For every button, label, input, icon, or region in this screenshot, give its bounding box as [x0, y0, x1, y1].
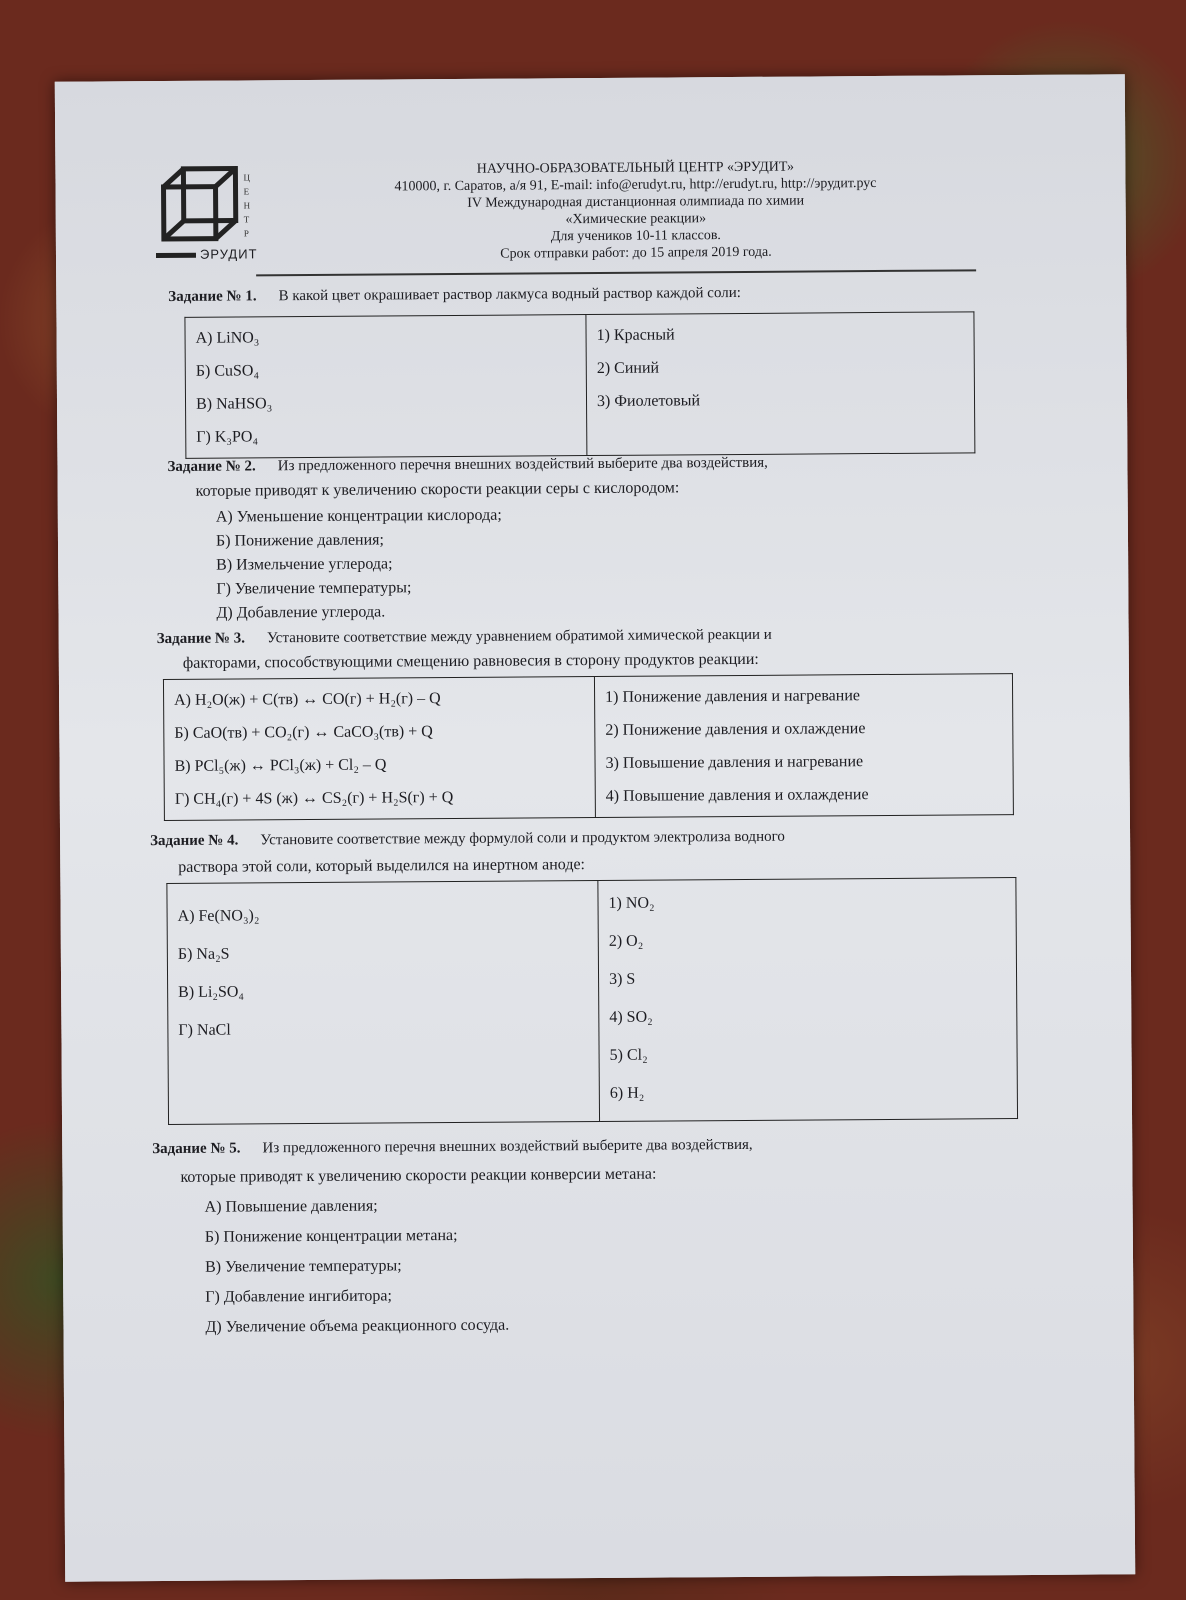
- task3-label: Задание № 3.: [156, 630, 246, 648]
- task3-equation: Б) CaO(тв) + CO₂(г) ↔ CaCO₃(тв) + Q: [174, 723, 433, 742]
- task4-title: [150, 829, 785, 850]
- task2-option: Г) Увеличение температуры;: [216, 579, 412, 598]
- task4-salt: Г) NaCl: [178, 1021, 231, 1039]
- task2-line2: которые приводят к увеличению скорости реакции серы с кислородом:: [195, 479, 680, 500]
- task1-left-item: Б) CuSO₄: [195, 362, 260, 380]
- task3-left-col: [163, 677, 595, 821]
- logo-caption: ЭРУДИТ: [199, 246, 258, 262]
- task4-salt: Б) Na₂S: [177, 945, 230, 963]
- task2-option: А) Уменьшение концентрации кислорода;: [215, 506, 502, 526]
- task4-right-col: [598, 878, 1018, 1122]
- task2-label: Задание № 2.: [167, 458, 256, 475]
- task4-product: 4) SO₂: [609, 1008, 653, 1026]
- task3-factor: 4) Повышение давления и охлаждение: [605, 786, 869, 805]
- task3-equation: В) PCl₅(ж) ↔ PCl₃(ж) + Cl₂ – Q: [174, 756, 387, 775]
- org-address: 410000, г. Саратов, а/я 91, E-mail: info@erudyt.ru, http://erudyt.ru, http://эрудит.рус: [394, 176, 877, 195]
- task5-option: В) Увеличение температуры;: [204, 1257, 402, 1276]
- task4-product: 6) H₂: [609, 1084, 645, 1102]
- task1-right-item: 2) Синий: [596, 359, 660, 377]
- task3-line1: Установите соответствие между уравнением обратимой химической реакции и: [266, 626, 772, 647]
- task5-option: А) Повышение давления;: [204, 1197, 378, 1216]
- task1-left-item: Г) K₃PO₄: [196, 428, 259, 446]
- deadline: Срок отправки работ: до 15 апреля 2019 года.: [500, 244, 772, 262]
- task3-right-col: [594, 674, 1013, 818]
- task4-label: Задание № 4.: [150, 832, 239, 850]
- task3-equation: А) H₂O(ж) + C(тв) ↔ CO(г) + H₂(г) – Q: [174, 690, 441, 709]
- task4-table: [166, 877, 1018, 1125]
- task2-title: [167, 455, 767, 476]
- task2-option: Б) Понижение давления;: [215, 531, 385, 550]
- task5-option: Д) Увеличение объема реакционного сосуда.: [205, 1316, 510, 1336]
- task1-table: [184, 311, 975, 459]
- task5-line1: Из предложенного перечня внешних воздействий выберите два воздействия,: [262, 1136, 753, 1157]
- erudit-logo: [155, 160, 276, 271]
- task3-factor: 3) Повышение давления и нагревание: [605, 753, 864, 772]
- olympiad-topic: «Химические реакции»: [565, 211, 707, 228]
- task4-salt: В) Li₂SO₄: [178, 983, 245, 1001]
- task5-label: Задание № 5.: [152, 1140, 241, 1158]
- task4-salt: А) Fe(NO₃)₂: [177, 907, 260, 925]
- task5-title: [152, 1137, 752, 1158]
- task4-product: 2) O₂: [608, 932, 644, 950]
- task4-product: 3) S: [608, 970, 636, 988]
- task1-left-item: В) NaHSO₃: [195, 395, 273, 413]
- task4-product: 1) NO₂: [608, 894, 655, 912]
- task4-line1: Установите соответствие между формулой соли и продуктом электролиза водного: [260, 828, 785, 849]
- header-rule: [256, 269, 976, 276]
- task4-left-col: [167, 880, 600, 1124]
- svg-text:Е: Е: [243, 186, 250, 197]
- task1-left-col: [185, 315, 587, 459]
- task1-title: [168, 285, 741, 306]
- svg-text:Т: Т: [243, 214, 250, 225]
- task3-factor: 2) Понижение давления и охлаждение: [605, 720, 866, 739]
- task2-option: Д) Добавление углерода.: [216, 603, 386, 622]
- task1-right-item: 1) Красный: [596, 326, 675, 344]
- header-block: [285, 157, 986, 264]
- task3-table: [163, 673, 1014, 821]
- target-grades: Для учеников 10-11 классов.: [550, 228, 721, 245]
- olympiad-name: IV Международная дистанционная олимпиада по химии: [467, 193, 805, 211]
- task5-line2: которые приводят к увеличению скорости реакции конверсии метана:: [180, 1165, 657, 1186]
- task3-factor: 1) Понижение давления и нагревание: [605, 687, 861, 706]
- task1-left-item: А) LiNO₃: [195, 329, 260, 347]
- task2-line1: Из предложенного перечня внешних воздействий выберите два воздействия,: [277, 454, 768, 475]
- task3-title: [157, 627, 772, 648]
- svg-text:Ц: Ц: [243, 172, 250, 183]
- svg-text:Н: Н: [243, 200, 251, 211]
- task1-label: Задание № 1.: [168, 288, 257, 305]
- task3-equation: Г) CH₄(г) + 4S (ж) ↔ CS₂(г) + H₂S(г) + Q: [174, 788, 454, 808]
- task1-right-item: 3) Фиолетовый: [596, 392, 701, 410]
- org-name: НАУЧНО-ОБРАЗОВАТЕЛЬНЫЙ ЦЕНТР «ЭРУДИТ»: [476, 159, 795, 177]
- worksheet-paper: [55, 74, 1135, 1581]
- task4-product: 5) Cl₂: [609, 1046, 648, 1064]
- task5-option: Г) Добавление ингибитора;: [205, 1287, 392, 1306]
- task2-option: В) Измельчение углерода;: [216, 555, 393, 574]
- task5-option: Б) Понижение концентрации метана;: [204, 1226, 458, 1246]
- svg-text:Р: Р: [243, 228, 249, 239]
- task1-right-col: [586, 312, 975, 456]
- task3-line2: факторами, способствующими смещению равновесия в сторону продуктов реакции:: [182, 650, 759, 672]
- task1-text: В какой цвет окрашивает раствор лакмуса водный раствор каждой соли:: [278, 284, 741, 305]
- task4-line2: раствора этой соли, который выделился на инертном аноде:: [178, 856, 586, 876]
